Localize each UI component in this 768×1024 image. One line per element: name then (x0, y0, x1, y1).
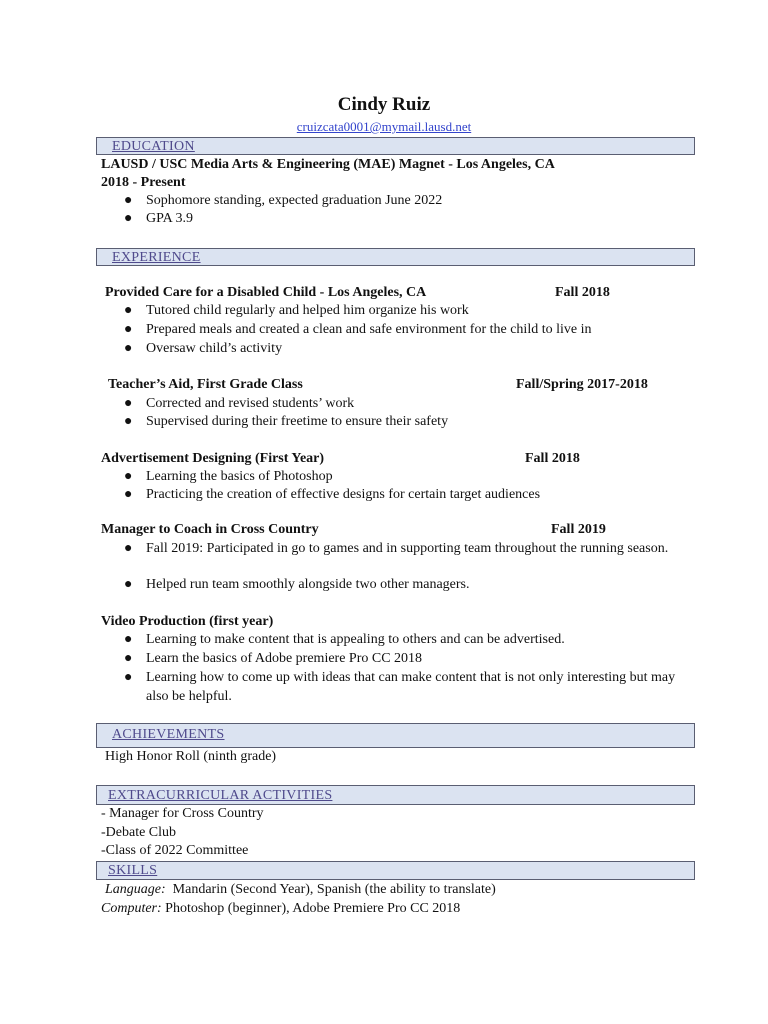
experience-bullet: Helped run team smoothly alongside two other managers. (146, 577, 470, 592)
bullet-icon: ● (124, 193, 133, 208)
bullet-icon: ● (124, 577, 133, 592)
experience-bullet: Supervised during their freetime to ensure their safety (146, 414, 449, 429)
section-title-achievements: ACHIEVEMENTS (112, 727, 225, 742)
experience-bullet: Learning to make content that is appealing to others and can be advertised. (146, 632, 565, 647)
experience-bullet: Learning how to come up with ideas that can make content that is not only interesting but may also be helpful. (146, 670, 676, 704)
skills-computer-value: Photoshop (beginner), Adobe Premiere Pro CC 2018 (165, 901, 461, 916)
bullet-icon: ● (124, 541, 133, 556)
experience-title: Provided Care for a Disabled Child - Los Angeles, CA (105, 285, 427, 300)
section-title-education: EDUCATION (112, 139, 195, 154)
education-bullet: GPA 3.9 (146, 211, 193, 226)
section-title-experience: EXPERIENCE (112, 250, 201, 265)
experience-date: Fall/Spring 2017-2018 (516, 377, 648, 392)
section-title-skills: SKILLS (108, 863, 158, 878)
education-school: LAUSD / USC Media Arts & Engineering (MAE) Magnet - Los Angeles, CA (101, 157, 555, 172)
extracurricular-item: -Class of 2022 Committee (101, 843, 249, 858)
experience-bullet: Fall 2019: Participated in go to games and in supporting team throughout the running season. (146, 541, 669, 556)
experience-bullet: Learn the basics of Adobe premiere Pro CC 2018 (146, 651, 423, 666)
skills-language (105, 881, 496, 899)
experience-bullet: Corrected and revised students’ work (146, 396, 355, 411)
bullet-icon: ● (124, 632, 133, 647)
bullet-icon: ● (124, 396, 133, 411)
email-link[interactable]: cruizcata0001@mymail.lausd.net (296, 119, 472, 134)
experience-title: Advertisement Designing (First Year) (101, 451, 325, 466)
bullet-icon: ● (124, 651, 133, 666)
extracurricular-item: - Manager for Cross Country (101, 806, 264, 821)
experience-title: Manager to Coach in Cross Country (101, 522, 319, 537)
section-header-education (96, 137, 695, 155)
section-header-skills (96, 861, 695, 880)
bullet-icon: ● (124, 469, 133, 484)
bullet-icon: ● (124, 211, 133, 226)
skills-computer (101, 900, 460, 918)
skills-computer-label: Computer: (101, 901, 162, 916)
experience-bullet: Tutored child regularly and helped him organize his work (146, 303, 469, 318)
skills-language-value: Mandarin (Second Year), Spanish (the ability to translate) (172, 882, 496, 897)
experience-bullet: Learning the basics of Photoshop (146, 469, 333, 484)
education-bullet: Sophomore standing, expected graduation June 2022 (146, 193, 443, 208)
experience-date: Fall 2018 (555, 285, 610, 300)
bullet-icon: ● (124, 414, 133, 429)
experience-title: Video Production (first year) (101, 614, 274, 629)
bullet-icon: ● (124, 303, 133, 318)
bullet-icon: ● (124, 341, 133, 356)
experience-bullet: Practicing the creation of effective designs for certain target audiences (146, 487, 541, 502)
experience-bullet: Prepared meals and created a clean and safe environment for the child to live in (146, 322, 592, 337)
skills-language-label: Language: (105, 882, 166, 897)
experience-date: Fall 2018 (525, 451, 580, 466)
achievement-item: High Honor Roll (ninth grade) (105, 749, 277, 764)
section-header-achievements (96, 723, 695, 748)
experience-date: Fall 2019 (551, 522, 606, 537)
bullet-icon: ● (124, 487, 133, 502)
experience-bullet: Oversaw child’s activity (146, 341, 283, 356)
section-title-extracurricular: EXTRACURRICULAR ACTIVITIES (108, 788, 333, 803)
education-dates: 2018 - Present (101, 175, 186, 190)
section-header-extracurricular (96, 785, 695, 805)
experience-title: Teacher’s Aid, First Grade Class (108, 377, 303, 392)
bullet-icon: ● (124, 322, 133, 337)
extracurricular-item: -Debate Club (101, 825, 177, 840)
section-header-experience (96, 248, 695, 266)
resume-name: Cindy Ruiz (337, 94, 431, 115)
bullet-icon: ● (124, 670, 133, 685)
